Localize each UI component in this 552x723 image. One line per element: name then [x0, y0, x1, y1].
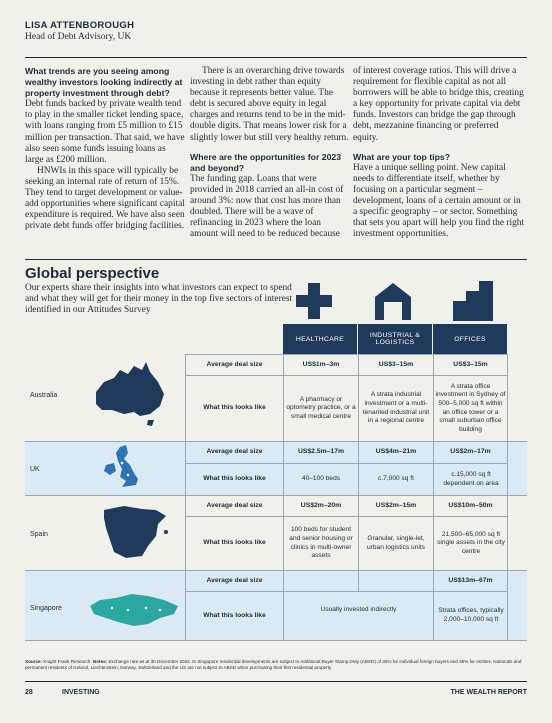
row-label-looks: What this looks like — [203, 475, 266, 483]
singapore-map-icon — [88, 586, 182, 632]
row-label-deal: Average deal size — [206, 501, 263, 509]
author-name: LISA ATTENBOROUGH — [25, 20, 135, 31]
paragraph: There is an overarching drive towards investing in debt rather than equity because it represents better value. The debt is secured above equity in legal charges and returns tend to be in the mid-double digits. That means lower risk for a slightly lower but still very healthy return. — [190, 66, 349, 143]
deal-size-cell: US$2.5m–17m — [297, 448, 345, 456]
deal-size-cell: US$3–15m — [378, 360, 414, 368]
looks-like-merged-cell: Usually invested indirectly — [320, 605, 397, 613]
looks-like-cell: A strata office investment in Sydney of 500–5,000 sq ft within an office tower or a small suburban office building — [435, 382, 506, 433]
column-header-industrial: INDUSTRIAL & LOGISTICS — [358, 324, 432, 354]
spain-map-icon — [100, 500, 174, 566]
deal-size-cell: US$1m–3m — [302, 360, 340, 368]
australia-map-icon — [90, 358, 170, 428]
offices-building-icon — [453, 281, 493, 321]
looks-like-cell: 21,500–65,000 sq ft single assets in the city centre — [437, 530, 505, 555]
looks-like-cell: c.15,000 sq ft dependent on area — [443, 470, 499, 487]
country-label: Singapore — [30, 605, 62, 612]
country-label: UK — [30, 466, 40, 473]
deal-size-cell: US$2m–20m — [300, 501, 342, 509]
looks-like-cell: A pharmacy or optometry practice, or a small medical centre — [286, 395, 356, 420]
question-heading: What trends are you seeing among wealthy investors looking indirectly at property investment through debt? — [25, 66, 183, 99]
column-header-healthcare: HEALTHCARE — [283, 324, 357, 354]
uk-map-icon — [100, 443, 150, 493]
looks-like-cell: A strata industrial investment or a multi-tenanted industrial unit in a regional centre — [362, 391, 430, 425]
looks-like-cell: 40–100 beds — [301, 475, 341, 483]
deal-size-cell: US$10m–50m — [448, 501, 493, 509]
row-label-looks: What this looks like — [203, 539, 266, 547]
page-number: 28 — [25, 689, 33, 696]
deal-size-cell: US$3–15m — [453, 360, 488, 368]
row-label-deal: Average deal size — [206, 576, 263, 584]
row-label-deal: Average deal size — [206, 448, 263, 456]
deal-size-cell: US$2m–15m — [375, 501, 417, 509]
divider — [25, 259, 527, 260]
looks-like-cell: c.7,000 sq ft — [378, 475, 414, 483]
divider — [25, 681, 527, 682]
looks-like-cell: 100 beds for student and senior housing or clinics in multi-owner assets — [289, 526, 353, 560]
column-1 — [25, 66, 185, 232]
question-heading: What are your top tips? — [353, 151, 451, 162]
paragraph: Have a unique selling point. New capital needs to differentiate itself, whether by focusing on a particular segment – development, loans of a certain amount or in a specific geography – or sector. Something that sets you apart will help you find the right investment opportunities. — [353, 162, 525, 240]
column-header-offices: OFFICES — [433, 324, 507, 354]
industrial-house-icon — [375, 282, 411, 320]
deal-size-cell: US$2m–17m — [450, 448, 491, 456]
report-name: THE WEALTH REPORT — [450, 689, 527, 696]
row-label-looks: What this looks like — [203, 404, 266, 412]
column-3 — [353, 66, 525, 240]
section-description: Our experts share their insights into what investors can expect to spend and what they will get for their money in the top five sectors of interest identified in our Attitudes Survey — [25, 283, 293, 315]
section-title: Global perspective — [25, 265, 160, 282]
author-role: Head of Debt Advisory, UK — [25, 32, 132, 42]
paragraph: HNWIs in this space will typically be seeking an internal rate of return of 15%. They tend to target development or value-add opportunities where significant capital expenditure is required. We have also seen private debt funds offer bridging facilities. — [25, 165, 185, 232]
looks-like-cell: Granular, single-let, urban logistics units — [367, 534, 425, 551]
country-label: Spain — [30, 531, 48, 538]
section-name: INVESTING — [62, 689, 100, 696]
column-2 — [190, 66, 350, 240]
row-label-deal: Average deal size — [206, 360, 263, 368]
looks-like-cell: Strata offices, typically 2,000–10,000 sq ft — [438, 607, 504, 623]
country-label: Australia — [30, 392, 58, 399]
paragraph: Debt funds backed by private wealth tend to play in the smaller ticket lending space, with loans ranging from £5 million to £15 million per transaction. That said, we have also seen some funds issuing loans as large as £200 million. — [25, 99, 185, 165]
row-label-looks: What this looks like — [203, 611, 266, 619]
paragraph: The funding gap. Loans that were provided in 2018 carried an all-in cost of around 3%: now that cost has more than doubled. There will be a wave of refinancing in 2023 where the loan amount will need to be reduced because — [190, 173, 344, 240]
deal-size-cell: US$4m–21m — [375, 448, 417, 456]
paragraph: of interest coverage ratios. This will drive a requirement for flexible capital as not all borrowers will be able to bridge this, creating a key opportunity for private capital via debt funds. Investors can bridge the gap through debt, mezzanine financing or preferred equity. — [353, 66, 524, 143]
healthcare-cross-icon — [296, 283, 332, 319]
deal-size-cell: US$13m–67m — [448, 576, 493, 584]
footnote: Source: Knight Frank Research. Notes: Exchange rate as at 30 December 2022. In Singapore residential developments are subject to Additional Buyer Stamp Duty (ABSD) of 30% for individual foreign buyers and 35% for entities. Nationals and permanent residents of Iceland, Liechtenstein, Norway, Switzerland and the US are not subject to ABSD when purchasing their first residential property — [25, 659, 522, 670]
divider — [25, 57, 527, 58]
question-heading: Where are the opportunities for 2023 and beyond? — [190, 151, 342, 173]
